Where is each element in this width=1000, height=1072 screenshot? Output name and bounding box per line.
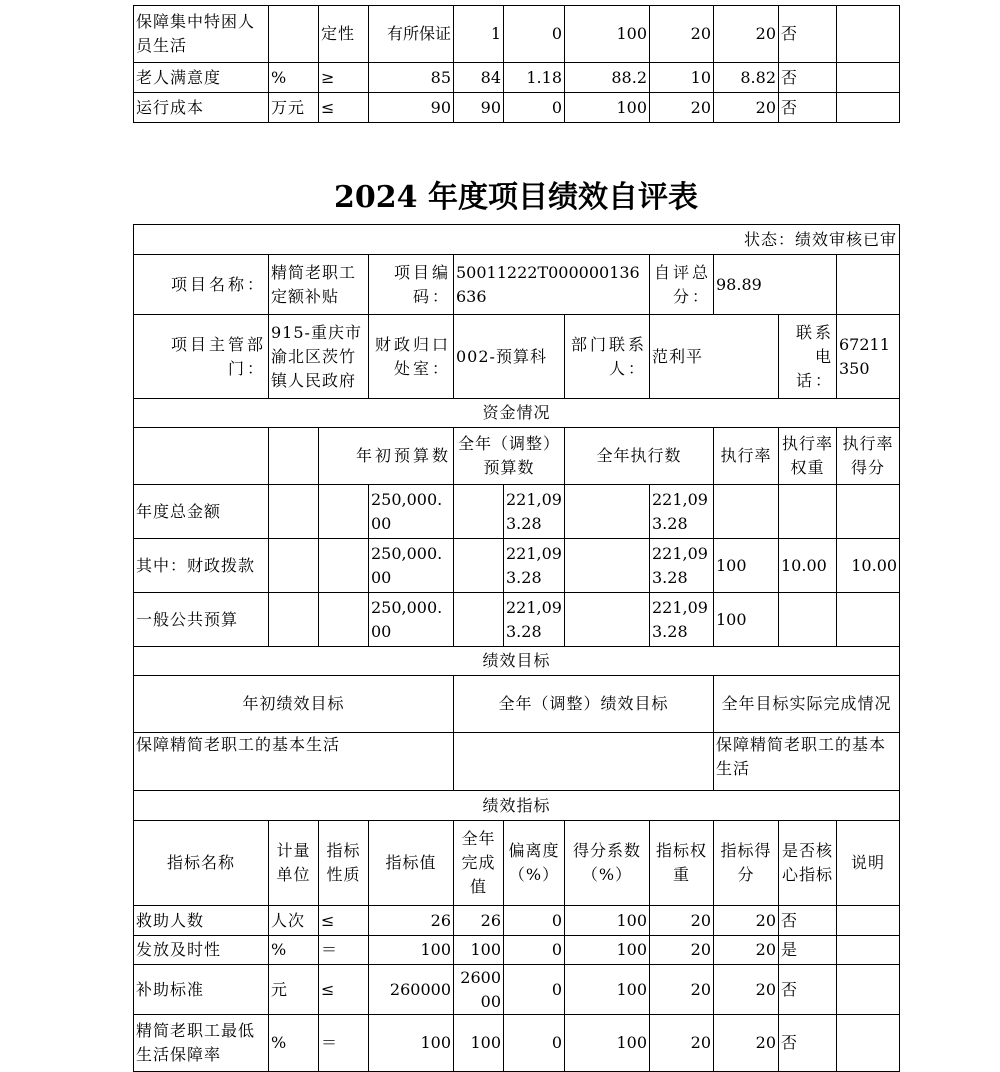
indicator-name: 救助人数 bbox=[134, 906, 269, 936]
indicators-section-title: 绩效指标 bbox=[134, 791, 900, 821]
funds-adjusted: 221,093.28 bbox=[504, 485, 565, 539]
funds-rate bbox=[714, 485, 779, 539]
indicator-actual: 100 bbox=[454, 936, 504, 965]
funds-initial: 250,000.00 bbox=[369, 539, 454, 593]
table-row bbox=[134, 63, 900, 93]
section-header bbox=[134, 647, 900, 676]
funds-weight bbox=[779, 485, 837, 539]
indicator-deviation: 0 bbox=[504, 6, 565, 63]
col-exec-weight: 执行率权重 bbox=[779, 428, 837, 485]
indicator-actual: 26 bbox=[454, 906, 504, 936]
indicator-coef: 88.2 bbox=[565, 63, 650, 93]
indicator-coef: 100 bbox=[565, 965, 650, 1015]
indicator-weight: 10 bbox=[650, 63, 714, 93]
indicator-target: 260000 bbox=[369, 965, 454, 1015]
phone-label: 联系电话： bbox=[779, 315, 837, 399]
indicator-core: 否 bbox=[779, 1015, 837, 1072]
indicator-deviation: 0 bbox=[504, 965, 565, 1015]
indicator-target: 100 bbox=[369, 1015, 454, 1072]
funds-section-title: 资金情况 bbox=[134, 399, 900, 428]
indicator-unit: % bbox=[269, 63, 319, 93]
indicator-coef: 100 bbox=[565, 936, 650, 965]
project-dept-row bbox=[134, 315, 900, 399]
col-core: 是否核心指标 bbox=[779, 821, 837, 906]
indicator-score: 8.82 bbox=[714, 63, 779, 93]
col-target: 指标值 bbox=[369, 821, 454, 906]
contact-label: 部门联系人： bbox=[565, 315, 650, 399]
funds-row-label: 其中：财政拨款 bbox=[134, 539, 269, 593]
indicator-coef: 100 bbox=[565, 93, 650, 123]
funds-weight: 10.00 bbox=[779, 539, 837, 593]
dept-label: 项目主管部门： bbox=[134, 315, 269, 399]
col-indicator-name: 指标名称 bbox=[134, 821, 269, 906]
indicator-note bbox=[837, 1015, 900, 1072]
indicator-unit: 元 bbox=[269, 965, 319, 1015]
indicator-nature: ≤ bbox=[319, 906, 369, 936]
section-header bbox=[134, 791, 900, 821]
goal-actual-text: 保障精简老职工的基本生活 bbox=[714, 733, 900, 791]
page-title: 2024 年度项目绩效自评表 bbox=[334, 180, 698, 215]
indicator-deviation: 0 bbox=[504, 93, 565, 123]
col-score: 指标得分 bbox=[714, 821, 779, 906]
indicator-coef: 100 bbox=[565, 906, 650, 936]
indicator-actual: 100 bbox=[454, 1015, 504, 1072]
funds-score bbox=[837, 485, 900, 539]
indicator-nature: ≥ bbox=[319, 63, 369, 93]
goal-actual-header: 全年目标实际完成情况 bbox=[714, 676, 900, 733]
project-name-label: 项目名称： bbox=[134, 255, 269, 315]
goal-adjusted-text bbox=[454, 733, 714, 791]
indicator-core: 否 bbox=[779, 93, 837, 123]
phone-value: 67211350 bbox=[837, 315, 900, 399]
table-row bbox=[134, 485, 900, 539]
indicator-score: 20 bbox=[714, 6, 779, 63]
indicator-unit: 人次 bbox=[269, 906, 319, 936]
indicator-nature: ≤ bbox=[319, 93, 369, 123]
goals-content-row bbox=[134, 733, 900, 791]
funds-row-label: 年度总金额 bbox=[134, 485, 269, 539]
indicator-note bbox=[837, 63, 900, 93]
project-code-value: 50011222T000000136636 bbox=[454, 255, 650, 315]
col-executed: 全年执行数 bbox=[565, 428, 714, 485]
indicator-nature: ＝ bbox=[319, 936, 369, 965]
indicator-score: 20 bbox=[714, 1015, 779, 1072]
table-row bbox=[134, 539, 900, 593]
contact-value: 范利平 bbox=[650, 315, 779, 399]
col-exec-score: 执行率得分 bbox=[837, 428, 900, 485]
indicator-target: 90 bbox=[369, 93, 454, 123]
indicator-name: 保障集中特困人员生活 bbox=[134, 6, 269, 63]
indicator-core: 否 bbox=[779, 63, 837, 93]
indicator-unit: 万元 bbox=[269, 93, 319, 123]
col-nature: 指标性质 bbox=[319, 821, 369, 906]
indicator-weight: 20 bbox=[650, 6, 714, 63]
indicator-score: 20 bbox=[714, 936, 779, 965]
indicator-score: 20 bbox=[714, 965, 779, 1015]
indicator-core: 否 bbox=[779, 965, 837, 1015]
indicator-weight: 20 bbox=[650, 93, 714, 123]
status-row bbox=[134, 225, 900, 255]
indicator-unit: % bbox=[269, 1015, 319, 1072]
indicator-target: 26 bbox=[369, 906, 454, 936]
indicator-note bbox=[837, 906, 900, 936]
funds-executed: 221,093.28 bbox=[650, 593, 714, 647]
funds-initial: 250,000.00 bbox=[369, 593, 454, 647]
indicator-weight: 20 bbox=[650, 906, 714, 936]
indicator-note bbox=[837, 936, 900, 965]
indicator-actual: 90 bbox=[454, 93, 504, 123]
indicator-name: 发放及时性 bbox=[134, 936, 269, 965]
indicator-coef: 100 bbox=[565, 1015, 650, 1072]
col-deviation: 偏离度（%） bbox=[504, 821, 565, 906]
indicator-actual: 1 bbox=[454, 6, 504, 63]
indicator-coef: 100 bbox=[565, 6, 650, 63]
self-score-label: 自评总分： bbox=[650, 255, 714, 315]
indicator-target: 100 bbox=[369, 936, 454, 965]
indicator-score: 20 bbox=[714, 93, 779, 123]
indicator-core: 否 bbox=[779, 6, 837, 63]
table-row bbox=[134, 6, 900, 63]
indicator-name: 补助标准 bbox=[134, 965, 269, 1015]
indicator-weight: 20 bbox=[650, 936, 714, 965]
dept-value: 915-重庆市渝北区茨竹镇人民政府 bbox=[269, 315, 369, 399]
indicator-target: 85 bbox=[369, 63, 454, 93]
funds-executed: 221,093.28 bbox=[650, 485, 714, 539]
finance-office-value: 002-预算科 bbox=[454, 315, 565, 399]
indicator-actual: 260000 bbox=[454, 965, 504, 1015]
funds-row-label: 一般公共预算 bbox=[134, 593, 269, 647]
section-header bbox=[134, 399, 900, 428]
funds-adjusted: 221,093.28 bbox=[504, 593, 565, 647]
indicator-nature: 定性 bbox=[319, 6, 369, 63]
funds-rate: 100 bbox=[714, 539, 779, 593]
indicator-core: 否 bbox=[779, 906, 837, 936]
indicators-header-row bbox=[134, 821, 900, 906]
indicator-unit bbox=[269, 6, 319, 63]
indicator-note bbox=[837, 6, 900, 63]
indicator-name: 老人满意度 bbox=[134, 63, 269, 93]
project-name-value: 精简老职工定额补贴 bbox=[269, 255, 369, 315]
funds-weight bbox=[779, 593, 837, 647]
col-initial-budget: 年初预算数 bbox=[319, 428, 454, 485]
indicator-weight: 20 bbox=[650, 965, 714, 1015]
finance-office-label: 财政归口处室： bbox=[369, 315, 454, 399]
indicator-target: 有所保证 bbox=[369, 6, 454, 63]
col-adjusted-budget: 全年（调整）预算数 bbox=[454, 428, 565, 485]
indicator-actual: 84 bbox=[454, 63, 504, 93]
project-info-row bbox=[134, 255, 900, 315]
funds-adjusted: 221,093.28 bbox=[504, 539, 565, 593]
indicator-deviation: 0 bbox=[504, 936, 565, 965]
col-unit: 计量单位 bbox=[269, 821, 319, 906]
goal-initial-text: 保障精简老职工的基本生活 bbox=[134, 733, 454, 791]
col-actual: 全年完成值 bbox=[454, 821, 504, 906]
funds-score bbox=[837, 593, 900, 647]
funds-executed: 221,093.28 bbox=[650, 539, 714, 593]
funds-score: 10.00 bbox=[837, 539, 900, 593]
carryover-indicator-table bbox=[133, 5, 900, 123]
table-row bbox=[134, 906, 900, 936]
indicator-name: 运行成本 bbox=[134, 93, 269, 123]
col-note: 说明 bbox=[837, 821, 900, 906]
goal-adjusted-header: 全年（调整）绩效目标 bbox=[454, 676, 714, 733]
indicator-unit: % bbox=[269, 936, 319, 965]
col-weight: 指标权重 bbox=[650, 821, 714, 906]
indicator-deviation: 0 bbox=[504, 1015, 565, 1072]
indicator-nature: ≤ bbox=[319, 965, 369, 1015]
self-evaluation-table bbox=[133, 224, 900, 1072]
self-score-value: 98.89 bbox=[714, 255, 837, 315]
indicator-note bbox=[837, 93, 900, 123]
indicator-deviation: 0 bbox=[504, 906, 565, 936]
indicator-note bbox=[837, 965, 900, 1015]
table-row bbox=[134, 1015, 900, 1072]
col-coef: 得分系数（%） bbox=[565, 821, 650, 906]
goal-initial-header: 年初绩效目标 bbox=[134, 676, 454, 733]
indicator-weight: 20 bbox=[650, 1015, 714, 1072]
col-exec-rate: 执行率 bbox=[714, 428, 779, 485]
indicator-score: 20 bbox=[714, 906, 779, 936]
table-row bbox=[134, 936, 900, 965]
indicator-nature: ＝ bbox=[319, 1015, 369, 1072]
indicator-name: 精简老职工最低生活保障率 bbox=[134, 1015, 269, 1072]
status-text: 状态：绩效审核已审 bbox=[134, 225, 900, 255]
table-row bbox=[134, 93, 900, 123]
indicator-core: 是 bbox=[779, 936, 837, 965]
funds-rate: 100 bbox=[714, 593, 779, 647]
funds-header-row bbox=[134, 428, 900, 485]
table-row bbox=[134, 593, 900, 647]
indicator-deviation: 1.18 bbox=[504, 63, 565, 93]
funds-initial: 250,000.00 bbox=[369, 485, 454, 539]
table-row bbox=[134, 965, 900, 1015]
goals-header-row bbox=[134, 676, 900, 733]
goals-section-title: 绩效目标 bbox=[134, 647, 900, 676]
project-code-label: 项目编码： bbox=[369, 255, 454, 315]
